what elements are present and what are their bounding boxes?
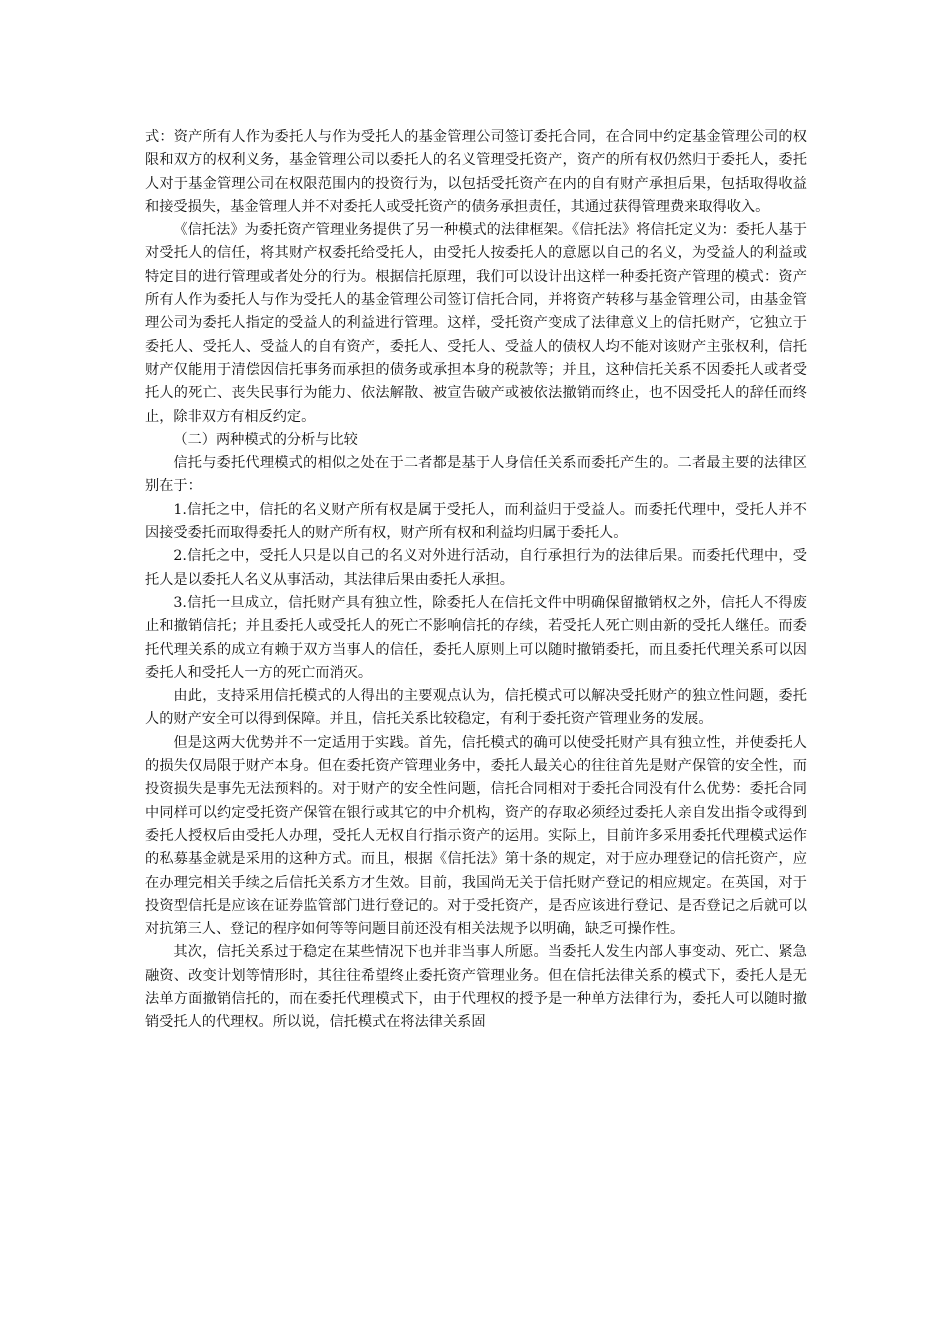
list-item-3: 3.信托一旦成立，信托财产具有独立性，除委托人在信托文件中明确保留撤销权之外，信托人不得废止和撤销信托；并且委托人或受托人的死亡不影响信托的存续，若受托人死亡则由新的受托人继任。而委托代理关系的成立有赖于双方当事人的信任，委托人原则上可以随时撤销委托，而且委托代理关系可以因委托人和受托人一方的死亡而消灭。	[145, 594, 807, 681]
paragraph-comparison-intro: 信托与委托代理模式的相似之处在于二者都是基于人身信任关系而委托产生的。二者最主要的法律区别在于：	[145, 455, 807, 495]
paragraph-second-argument: 其次，信托关系过于稳定在某些情况下也并非当事人所愿。当委托人发生内部人事变动、死亡、紧急融资、改变计划等情形时，其往往希望终止委托资产管理业务。但在信托法律关系的模式下，委托人是无法单方面撤销信托的，而在委托代理模式下，由于代理权的授予是一种单方法律行为，委托人可以随时撤销受托人的代理权。所以说，信托模式在将法律关系固	[145, 944, 807, 1031]
section-heading: （二）两种模式的分析与比较	[173, 431, 358, 448]
document-page	[145, 126, 807, 1035]
paragraph-first-argument: 但是这两大优势并不一定适用于实践。首先，信托模式的确可以使受托财产具有独立性，并使委托人的损失仅局限于财产本身。但在委托资产管理业务中，委托人最关心的往往首先是财产保管的安全性，而投资损失是事先无法预料的。对于财产的安全性问题，信托合同相对于委托合同没有什么优势：委托合同中同样可以约定受托资产保管在银行或其它的中介机构，资产的存取必须经过委托人亲自发出指令或得到委托人授权后由受托人办理，受托人无权自行指示资产的运用。实际上，目前许多采用委托代理模式运作的私募基金就是采用的这种方式。而且，根据《信托法》第十条的规定，对于应办理登记的信托资产，应在办理完相关手续之后信托关系方才生效。目前，我国尚无关于信托财产登记的相应规定。在英国，对于投资型信托是应该在证券监管部门进行登记的。对于受托资产，是否应该进行登记、是否登记之后就可以对抗第三人、登记的程序如何等等问题目前还没有相关法规予以明确，缺乏可操作性。	[145, 734, 807, 938]
paragraph-trust-law-framework: 《信托法》为委托资产管理业务提供了另一种模式的法律框架。《信托法》将信托定义为：委托人基于对受托人的信任，将其财产权委托给受托人，由受托人按委托人的意愿以自己的名义，为受益人的利益或特定目的进行管理或者处分的行为。根据信托原理，我们可以设计出这样一种委托资产管理的模式：资产所有人作为委托人与作为受托人的基金管理公司签订信托合同，并将资产转移与基金管理公司，由基金管理公司为委托人指定的受益人的利益进行管理。这样，受托资产变成了法律意义上的信托财产，它独立于委托人、受托人、受益人的自有资产，委托人、受托人、受益人的债权人均不能对该财产主张权利，信托财产仅能用于清偿因信托事务而承担的债务或承担本身的税款等；并且，这种信托关系不因委托人或者受托人的死亡、丧失民事行为能力、依法解散、被宣告破产或被依法撤销而终止，也不因受托人的辞任而终止，除非双方有相反约定。	[145, 222, 807, 425]
paragraph-continuation: 式：资产所有人作为委托人与作为受托人的基金管理公司签订委托合同，在合同中约定基金管理公司的权限和双方的权利义务，基金管理公司以委托人的名义管理受托资产，资产的所有权仍然归于委托人，委托人对于基金管理公司在权限范围内的投资行为，以包括受托资产在内的自有财产承担后果，包括取得收益和接受损失，基金管理人并不对委托人或受托资产的债务承担责任，其通过获得管理费来取得收入。	[145, 129, 807, 215]
list-item-2: 2.信托之中，受托人只是以自己的名义对外进行活动，自行承担行为的法律后果。而委托代理中，受托人是以委托人名义从事活动，其法律后果由委托人承担。	[145, 548, 807, 588]
list-item-1: 1.信托之中，信托的名义财产所有权是属于受托人，而利益归于受益人。而委托代理中，受托人并不因接受委托而取得委托人的财产所有权，财产所有权和利益均归属于委托人。	[145, 501, 807, 542]
paragraph-conclusion: 由此，支持采用信托模式的人得出的主要观点认为，信托模式可以解决受托财产的独立性问题，委托人的财产安全可以得到保障。并且，信托关系比较稳定，有利于委托资产管理业务的发展。	[145, 688, 807, 728]
